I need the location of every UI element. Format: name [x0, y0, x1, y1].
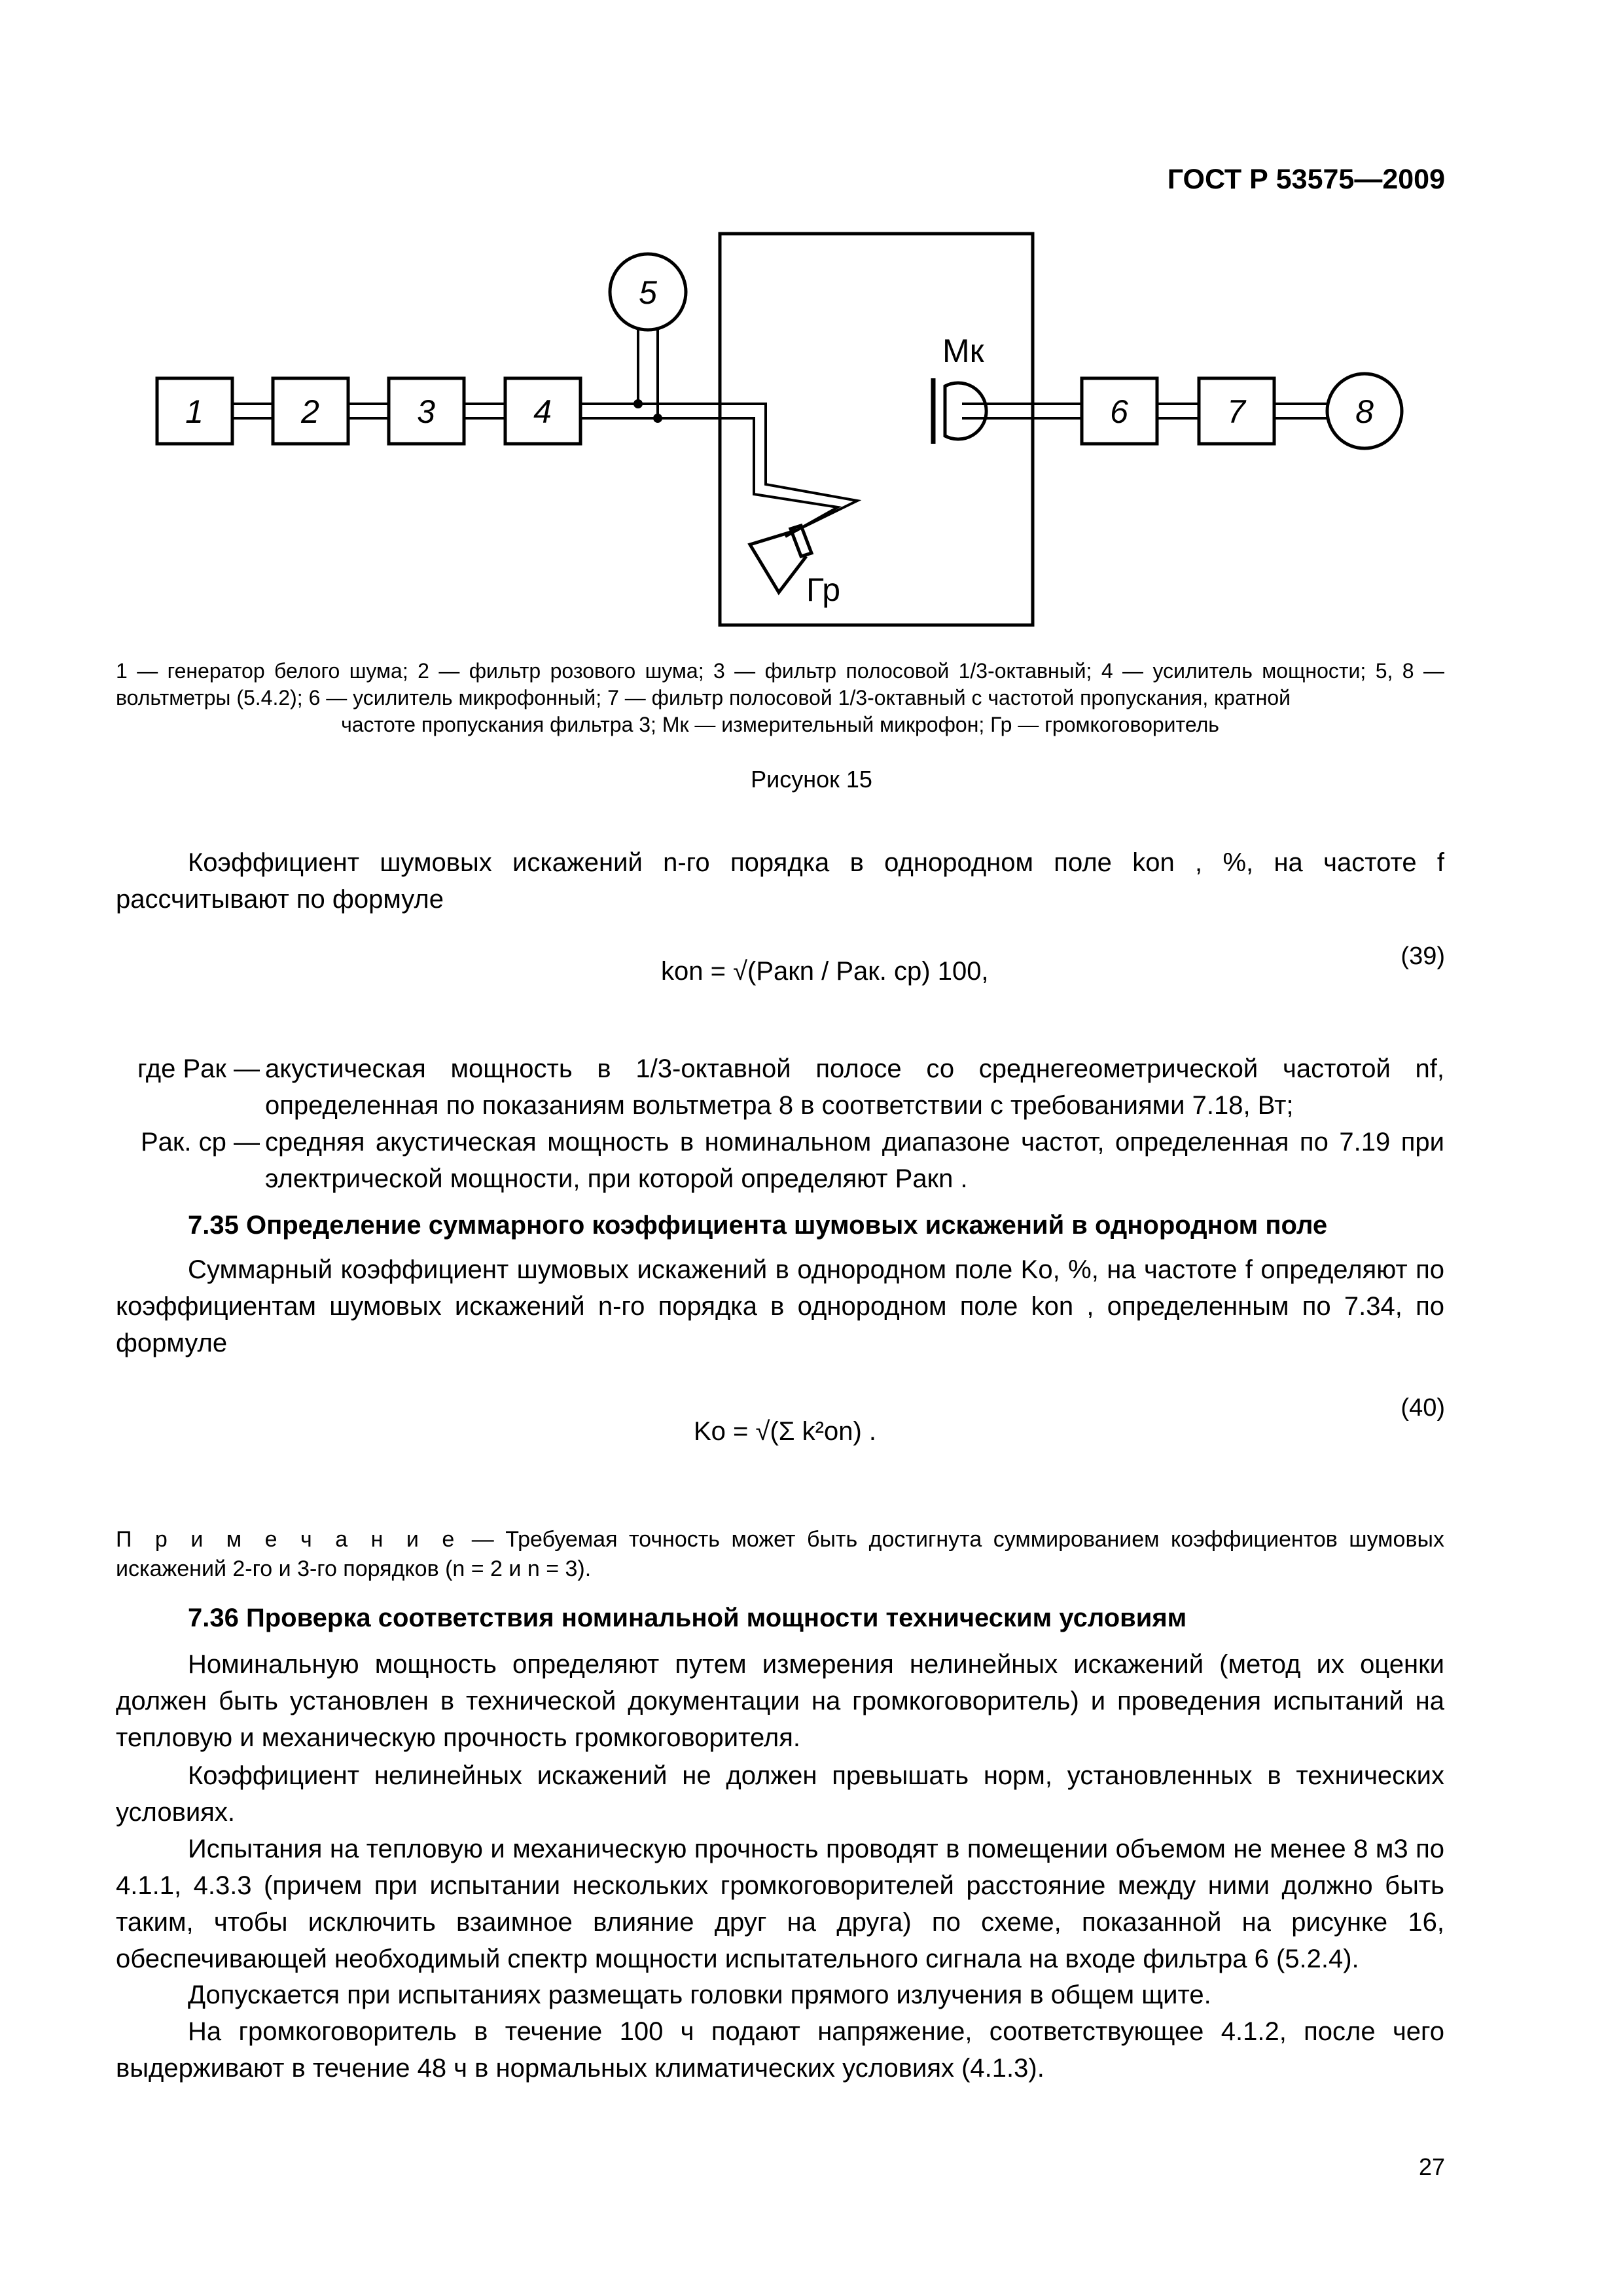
section-heading-7-35: 7.35 Определение суммарного коэффициента шумовых искажений в однородном поле	[188, 1211, 1328, 1240]
block-label-1: 1	[185, 393, 204, 430]
page-number: 27	[1418, 2153, 1445, 2180]
where-term-1: где Pак —	[137, 1054, 260, 1083]
loudspeaker-symbol	[750, 526, 812, 592]
where-text-1: акустическая мощность в 1/3-октавной полосе со среднегеометрической частотой nf, определенная по показаниям вольтметра 8 в соответствии с требованиями 7.18, Вт;	[265, 1054, 1444, 1120]
paragraph-1: Коэффициент шумовых искажений n-го порядка в однородном поле kоn , %, на частоте f рассчитывают по формуле	[116, 848, 1444, 914]
paragraph-2: Суммарный коэффициент шумовых искажений в однородном поле Kо, %, на частоте f определяют по коэффициентам шумовых искажений n-го порядка в однородном поле kоn , определенным по 7.34, по формуле	[116, 1255, 1444, 1357]
note	[116, 1525, 1444, 1584]
paragraph-4: Коэффициент нелинейных искажений не должен превышать норм, установленных в технических условиях.	[116, 1761, 1444, 1827]
note-label: П р и м е ч а н и е	[116, 1527, 461, 1552]
equation-39-number: (39)	[1400, 942, 1445, 970]
where-text-2: средняя акустическая мощность в номинальном диапазоне частот, определенная по 7.19 при электрической мощности, при которой определяют Pакn .	[265, 1128, 1444, 1193]
voltmeter-label-8: 8	[1355, 393, 1374, 430]
document-header: ГОСТ Р 53575—2009	[1167, 164, 1445, 195]
equation-39: kоn = √(Pакn / Pак. ср) 100,	[661, 957, 989, 986]
block-label-3: 3	[417, 393, 435, 430]
speaker-label: Гр	[806, 571, 841, 608]
note-text: — Требуемая точность может быть достигнута суммированием коэффициентов шумовых искажений 2-го и 3-го порядков (n = 2 и n = 3).	[116, 1527, 1444, 1581]
paragraph-5: Испытания на тепловую и механическую прочность проводят в помещении объемом не менее 8 м3 по 4.1.1, 4.3.3 (причем при испытании нескольких громкоговорителей расстояние между ними должно быть таким, чтобы исключить взаимное влияние друг на друга) по схеме, показанной на рисунке 16, обеспечивающей необходимый спектр мощности испытательного сигнала на входе фильтра 6 (5.2.4).	[116, 1835, 1444, 1973]
block-label-4: 4	[533, 393, 552, 430]
block-label-6: 6	[1110, 393, 1128, 430]
where-term-2: Pак. ср —	[140, 1128, 260, 1157]
paragraph-7: На громкоговоритель в течение 100 ч подают напряжение, соответствующее 4.1.2, после чего выдерживают в течение 48 ч в нормальных климатических условиях (4.1.3).	[116, 2017, 1444, 2083]
caption-line-2: 5, 8 — вольтметры (5.4.2); 6 — усилитель микрофонный; 7 — фильтр полосовой 1/3-октавный с частотой пропускания, кратной	[116, 659, 1445, 709]
caption-line-1: 1 — генератор белого шума; 2 — фильтр розового шума; 3 — фильтр полосовой 1/3-октавный; 4 — усилитель мощности;	[116, 659, 1366, 683]
paragraph-3: Номинальную мощность определяют путем измерения нелинейных искажений (метод их оценки должен быть установлен в технической документации на громкоговоритель) и проведения испытаний на тепловую и механическую прочность громкоговорителя.	[116, 1650, 1444, 1752]
equation-40-number: (40)	[1400, 1394, 1445, 1422]
caption-line-3: частоте пропускания фильтра 3; Мк — измерительный микрофон; Гр — громкоговоритель	[341, 713, 1219, 736]
block-label-7: 7	[1227, 393, 1245, 430]
block-label-2: 2	[301, 393, 319, 430]
voltmeter-label-5: 5	[639, 274, 657, 311]
block-diagram	[0, 0, 1623, 655]
mic-label: Мк	[942, 332, 984, 369]
figure-caption	[116, 658, 1444, 738]
section-heading-7-36: 7.36 Проверка соответствия номинальной мощности техническим условиям	[188, 1604, 1187, 1632]
microphone-symbol	[945, 383, 986, 439]
figure-title: Рисунок 15	[751, 766, 872, 793]
paragraph-6: Допускается при испытаниях размещать головки прямого излучения в общем щите.	[188, 1981, 1211, 2009]
equation-40: Kо = √(Σ k²оn) .	[694, 1417, 876, 1446]
